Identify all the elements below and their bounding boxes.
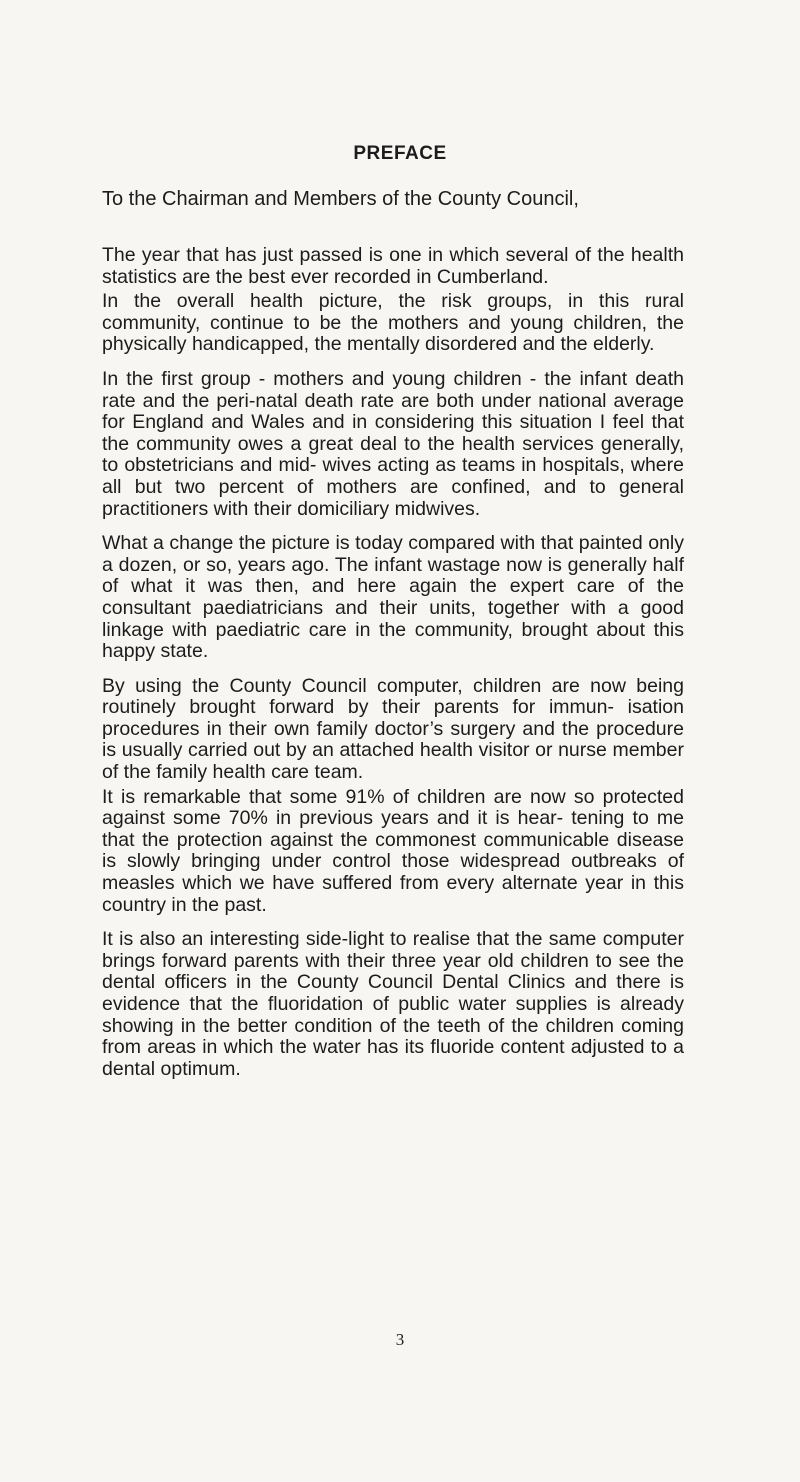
paragraph-3: In the first group - mothers and young children - the infant death rate and the peri-natal death rate are both under national average for England and Wales and in considering this situation I feel that the community owes a great deal to the health services generally, to obstetricians and mid- wives acting as teams in hospitals, where all but two percent of mothers are confined, and to general practitioners with their domiciliary midwives.	[102, 367, 684, 520]
paragraph-1: The year that has just passed is one in which several of the health statistics are the best ever recorded in Cumberland.	[102, 244, 684, 288]
paragraph-4: What a change the picture is today compared with that painted only a dozen, or so, years ago. The infant wastage now is generally half of what it was then, and here again the expert care of the consultant paediatricians and their units, together with a good linkage with paediatric care in the community, brought about this happy state.	[102, 532, 684, 663]
paragraph-5: By using the County Council computer, children are now being routinely brought forward by their parents for immun- isation procedures in their own family doctor’s surgery and the procedure is usually carried out by an attached health visitor or nurse member of the family health care team.	[102, 674, 684, 784]
salutation: To the Chairman and Members of the County Council,	[102, 188, 579, 210]
page-heading: PREFACE	[353, 143, 447, 164]
page-number: 3	[395, 1330, 405, 1349]
paragraph-2: In the overall health picture, the risk groups, in this rural community, continue to be the mothers and young children, the physically handicapped, the mentally disordered and the elderly.	[102, 290, 684, 356]
body-text	[102, 245, 684, 1093]
paragraph-7: It is also an interesting side-light to realise that the same computer brings forward parents with their three year old children to see the dental officers in the County Council Dental Clinics and there is evidence that the fluoridation of public water supplies is already showing in the better condition of the teeth of the children coming from areas in which the water has its fluoride content adjusted to a dental optimum.	[102, 928, 684, 1080]
paragraph-6: It is remarkable that some 91% of children are now so protected against some 70% in previous years and it is hear- tening to me that the protection against the commonest communicable disease is slowly bringing under control those widespread outbreaks of measles which we have suffered from every alternate year in this country in the past.	[102, 785, 684, 916]
